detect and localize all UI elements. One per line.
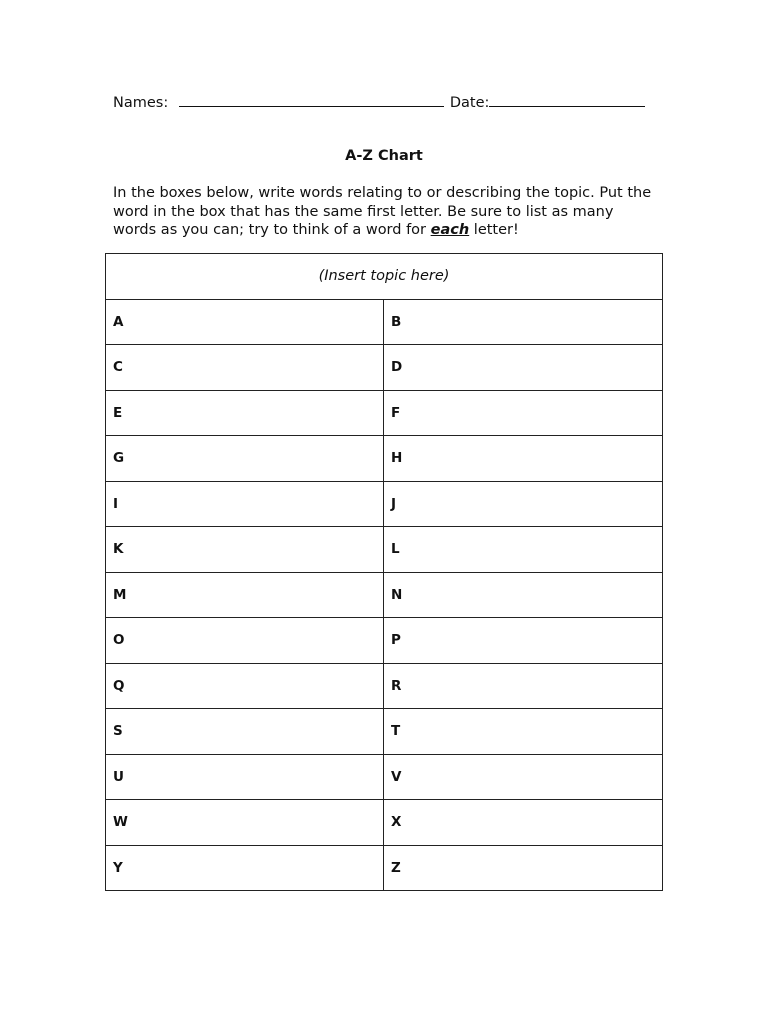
letter-cell-f[interactable]: F: [384, 390, 663, 436]
letter-cell-d[interactable]: D: [384, 345, 663, 391]
letter-row: [106, 572, 663, 618]
letter-cell-y[interactable]: Y: [106, 845, 384, 891]
letter-cell-m[interactable]: M: [106, 572, 384, 618]
instructions-paragraph: [113, 184, 658, 240]
letter-row: [106, 481, 663, 527]
letter-cell-c[interactable]: C: [106, 345, 384, 391]
letter-cell-u[interactable]: U: [106, 754, 384, 800]
letter-cell-q[interactable]: Q: [106, 663, 384, 709]
page-title: A-Z Chart: [345, 148, 423, 164]
letter-row: [106, 618, 663, 664]
letter-row: [106, 709, 663, 755]
letter-row: [106, 299, 663, 345]
letter-cell-t[interactable]: T: [384, 709, 663, 755]
letter-cell-z[interactable]: Z: [384, 845, 663, 891]
date-blank-field[interactable]: [489, 92, 645, 107]
letter-row: [106, 845, 663, 891]
letter-cell-e[interactable]: E: [106, 390, 384, 436]
letter-cell-o[interactable]: O: [106, 618, 384, 664]
letter-row: [106, 527, 663, 573]
letter-cell-l[interactable]: L: [384, 527, 663, 573]
letter-cell-b[interactable]: B: [384, 299, 663, 345]
letter-cell-w[interactable]: W: [106, 800, 384, 846]
letter-cell-s[interactable]: S: [106, 709, 384, 755]
letter-cell-k[interactable]: K: [106, 527, 384, 573]
letter-row: [106, 663, 663, 709]
letter-cell-i[interactable]: I: [106, 481, 384, 527]
letter-row: [106, 436, 663, 482]
instructions-emphasis: each: [430, 222, 470, 238]
letter-cell-g[interactable]: G: [106, 436, 384, 482]
instructions-text-2: letter!: [469, 222, 519, 238]
letter-row: [106, 345, 663, 391]
letter-cell-h[interactable]: H: [384, 436, 663, 482]
topic-row: [106, 254, 663, 300]
date-label: Date:: [449, 95, 490, 111]
topic-cell[interactable]: (Insert topic here): [106, 254, 663, 300]
letter-cell-x[interactable]: X: [384, 800, 663, 846]
letter-cell-n[interactable]: N: [384, 572, 663, 618]
names-date-line: [113, 92, 645, 111]
az-chart-table: [105, 253, 663, 891]
letter-cell-v[interactable]: V: [384, 754, 663, 800]
letter-cell-a[interactable]: A: [106, 299, 384, 345]
letter-row: [106, 754, 663, 800]
letter-cell-r[interactable]: R: [384, 663, 663, 709]
letter-cell-j[interactable]: J: [384, 481, 663, 527]
instructions-text-1: In the boxes below, write words relating to or describing the topic. Put the word in the box that has the same first letter. Be sure to list as many words as you can; try to think of a word for: [113, 185, 652, 238]
names-label: Names:: [113, 95, 169, 111]
letter-row: [106, 800, 663, 846]
letter-row: [106, 390, 663, 436]
names-blank-field[interactable]: [179, 92, 444, 107]
letter-cell-p[interactable]: P: [384, 618, 663, 664]
